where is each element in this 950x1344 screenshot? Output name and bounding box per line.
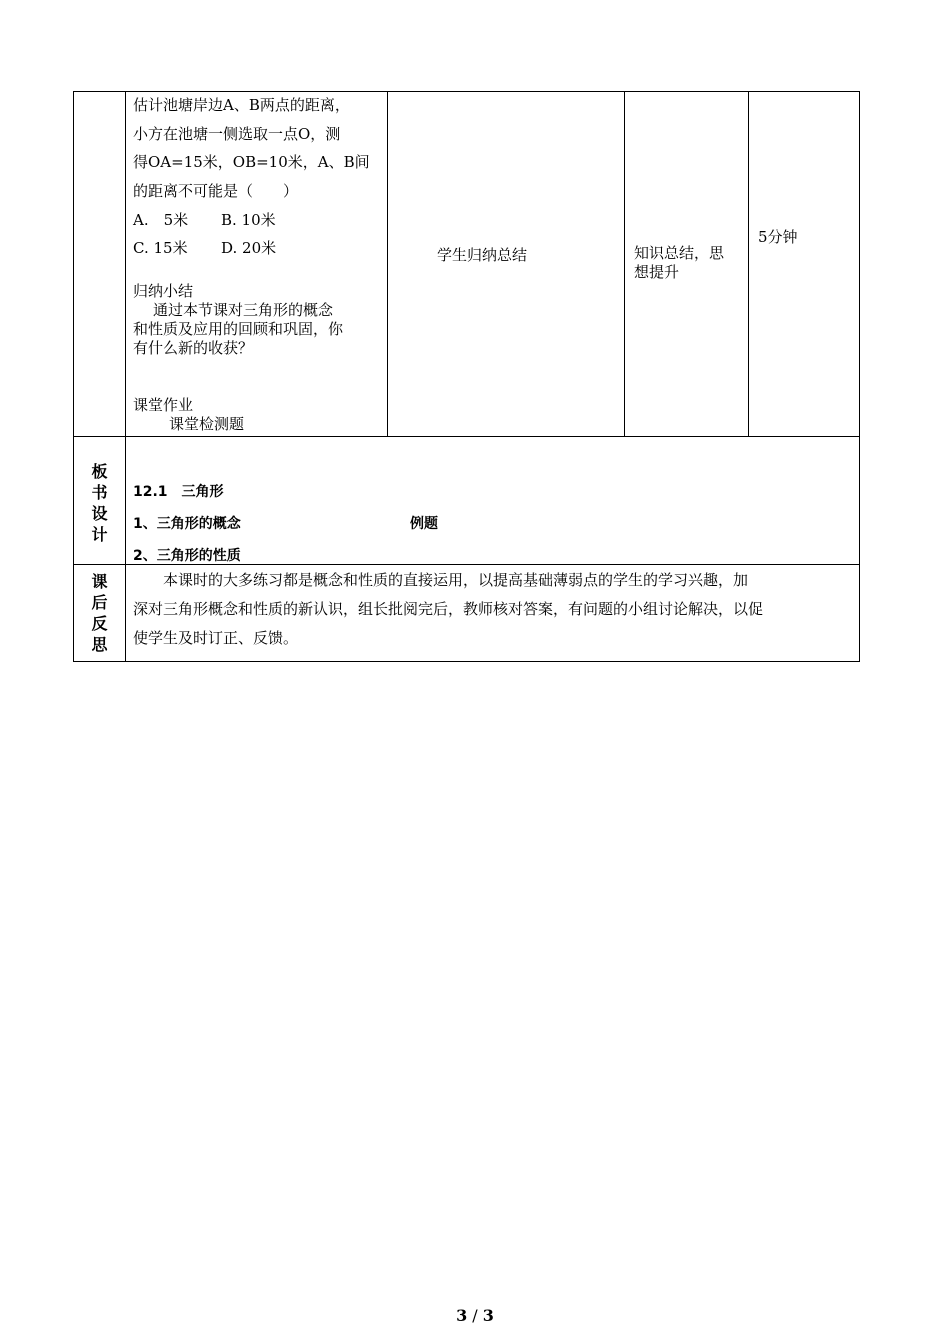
lesson-content-cell [133, 91, 383, 434]
option-b: B. 10米 [221, 210, 276, 229]
current-page: 3 [456, 1306, 468, 1325]
design-intent [634, 244, 724, 282]
reflection-line: 使学生及时订正、反馈。 [133, 629, 299, 647]
label-char: 后 [91, 593, 108, 612]
table-border-bottom [73, 661, 860, 662]
page-number [0, 1306, 950, 1325]
label-char: 设 [91, 504, 108, 523]
option-row [133, 234, 383, 263]
label-char: 反 [91, 614, 108, 633]
design-intent-line: 知识总结，思 [634, 244, 725, 262]
label-char: 计 [91, 525, 108, 544]
board-title: 12.1 三角形 [133, 484, 224, 500]
label-char: 书 [91, 483, 108, 502]
table-divider-row1 [73, 436, 860, 437]
label-char: 板 [91, 462, 108, 481]
homework-item: 课堂检测题 [169, 415, 245, 434]
table-divider-col4 [748, 91, 749, 437]
student-activity: 学生归纳总结 [437, 246, 528, 264]
problem-line: 小方在池塘一侧选取一点O，测 [133, 124, 341, 143]
reflection-line: 本课时的大多练习都是概念和性质的直接运用，以提高基础薄弱点的学生的学习兴趣，加 [133, 571, 749, 589]
summary-block [133, 282, 383, 434]
reflection-line: 深对三角形概念和性质的新认识，组长批阅完后，教师核对答案，有问题的小组讨论解决，以促 [133, 600, 764, 618]
reflection-text [133, 566, 855, 653]
homework-title: 课堂作业 [133, 396, 194, 415]
time-allocation: 5分钟 [758, 228, 798, 246]
option-c: C. 15米 [133, 239, 188, 258]
table-divider-col3 [624, 91, 625, 437]
total-pages: 3 [482, 1306, 494, 1325]
spacer [133, 358, 383, 396]
option-a: A. 5米 [133, 210, 189, 229]
table-divider-col2 [387, 91, 388, 437]
summary-title: 归纳小结 [133, 282, 194, 301]
table-divider-label [125, 91, 126, 662]
board-line-example: 例题 [410, 516, 438, 532]
problem-line: 得OA=15米，OB=10米，A、B间 [133, 153, 370, 172]
design-intent-line: 想提升 [634, 263, 680, 281]
board-line-concept: 1、三角形的概念 [133, 516, 241, 532]
label-char: 课 [91, 572, 108, 591]
summary-line: 通过本节课对三角形的概念 [153, 301, 334, 320]
summary-line: 和性质及应用的回顾和巩固，你 [133, 320, 344, 339]
page-separator: / [467, 1306, 483, 1325]
board-line-properties: 2、三角形的性质 [133, 548, 241, 564]
table-border-right [859, 91, 860, 662]
option-row [133, 206, 383, 235]
problem-line: 的距离不可能是（ ） [133, 182, 299, 201]
reflection-label [74, 571, 125, 655]
spacer [133, 263, 383, 282]
summary-line: 有什么新的收获？ [133, 339, 254, 358]
label-char: 思 [91, 635, 108, 654]
problem-line: 估计池塘岸边A、B两点的距离， [133, 96, 350, 114]
board-design-label [74, 461, 125, 545]
option-d: D. 20米 [221, 239, 277, 258]
